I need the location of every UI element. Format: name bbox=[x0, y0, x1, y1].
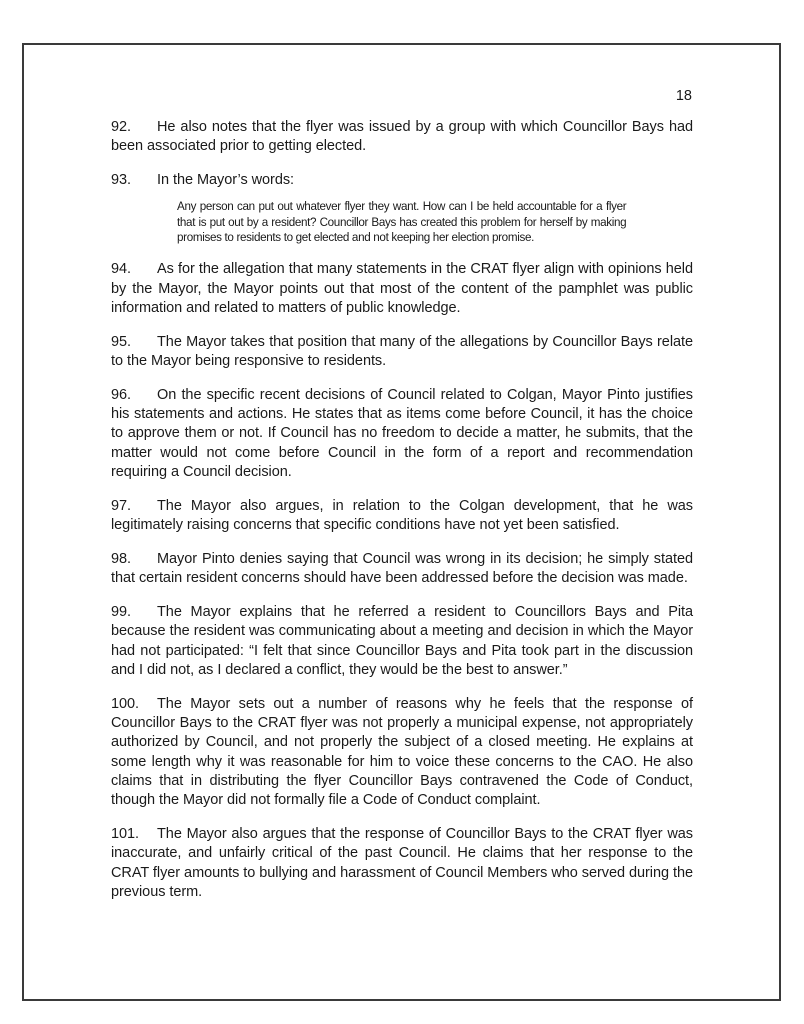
paragraph-98 bbox=[111, 550, 693, 589]
paragraph-text: In the Mayor’s words: bbox=[157, 172, 295, 189]
paragraph-96 bbox=[111, 386, 693, 482]
paragraph-text: As for the allegation that many statements in the CRAT flyer align with opinions held by the Mayor, the Mayor points out that most of the content of the pamphlet was public information and related to matters of public knowledge. bbox=[111, 261, 693, 316]
paragraph-text: The Mayor explains that he referred a resident to Councillors Bays and Pita because the resident was communicating about a meeting and decision in which the Mayor had not participated: “I felt that since Councillor Bays and Pita took part in the discussion and I did not, as I declared a conflict, they would be the best to answer.” bbox=[111, 603, 693, 678]
paragraph-number: 95. bbox=[111, 333, 132, 350]
paragraph-text: He also notes that the flyer was issued by a group with which Councillor Bays had been associated prior to getting elected. bbox=[111, 119, 693, 155]
page-number: 18 bbox=[675, 88, 692, 104]
paragraph-text: On the specific recent decisions of Council related to Colgan, Mayor Pinto justifies his statements and actions. He states that as items come before Council, it has the choice to approve them or not. If Council has no freedom to decide a matter, he submits, that the matter would not come before Council in the form of a report and recommendation requiring a Council decision. bbox=[111, 386, 693, 480]
paragraph-99 bbox=[111, 603, 693, 680]
document-body bbox=[111, 118, 693, 917]
paragraph-number: 101. bbox=[111, 825, 140, 842]
paragraph-number: 99. bbox=[111, 603, 132, 620]
paragraph-text: The Mayor also argues, in relation to the Colgan development, that he was legitimately raising concerns that specific conditions have not yet been satisfied. bbox=[111, 497, 693, 534]
paragraph-text: The Mayor sets out a number of reasons why he feels that the response of Councillor Bays to the CRAT flyer was not properly a municipal expense, not appropriately authorized by Council, and not properly the subject of a closed meeting. He explains at some length why it was reasonable for him to voice these concerns to the CAO. He also claims that in distributing the flyer Councillor Bays contravened the Code of Conduct, though the Mayor did not formally file a Code of Conduct complaint. bbox=[111, 695, 693, 809]
paragraph-number: 93. bbox=[111, 172, 132, 189]
paragraph-number: 96. bbox=[111, 386, 132, 403]
paragraph-97 bbox=[111, 497, 693, 536]
paragraph-text: The Mayor takes that position that many of the allegations by Councillor Bays relate to the Mayor being responsive to residents. bbox=[111, 333, 693, 369]
paragraph-100 bbox=[111, 695, 693, 811]
paragraph-94 bbox=[111, 260, 693, 318]
paragraph-number: 97. bbox=[111, 497, 132, 514]
paragraph-number: 92. bbox=[111, 119, 132, 135]
paragraph-101 bbox=[111, 825, 693, 902]
paragraph-92 bbox=[111, 118, 693, 157]
paragraph-number: 98. bbox=[111, 550, 132, 567]
block-quote: Any person can put out whatever flyer they want. How can I be held accountable for a flyer that is put out by a resident? Councillor Bays has created this problem for herself by making promises to residents to get elected and not keeping her election promise. bbox=[177, 198, 627, 245]
paragraph-number: 100. bbox=[111, 695, 140, 712]
paragraph-95 bbox=[111, 333, 693, 372]
paragraph-text: The Mayor also argues that the response of Councillor Bays to the CRAT flyer was inaccurate, and unfairly critical of the past Council. He claims that her response to the CRAT flyer amounts to bullying and harassment of Council Members who served during the previous term. bbox=[111, 825, 693, 900]
paragraph-93 bbox=[111, 171, 693, 190]
paragraph-number: 94. bbox=[111, 261, 132, 278]
paragraph-text: Mayor Pinto denies saying that Council was wrong in its decision; he simply stated that certain resident concerns should have been addressed before the decision was made. bbox=[111, 550, 693, 587]
